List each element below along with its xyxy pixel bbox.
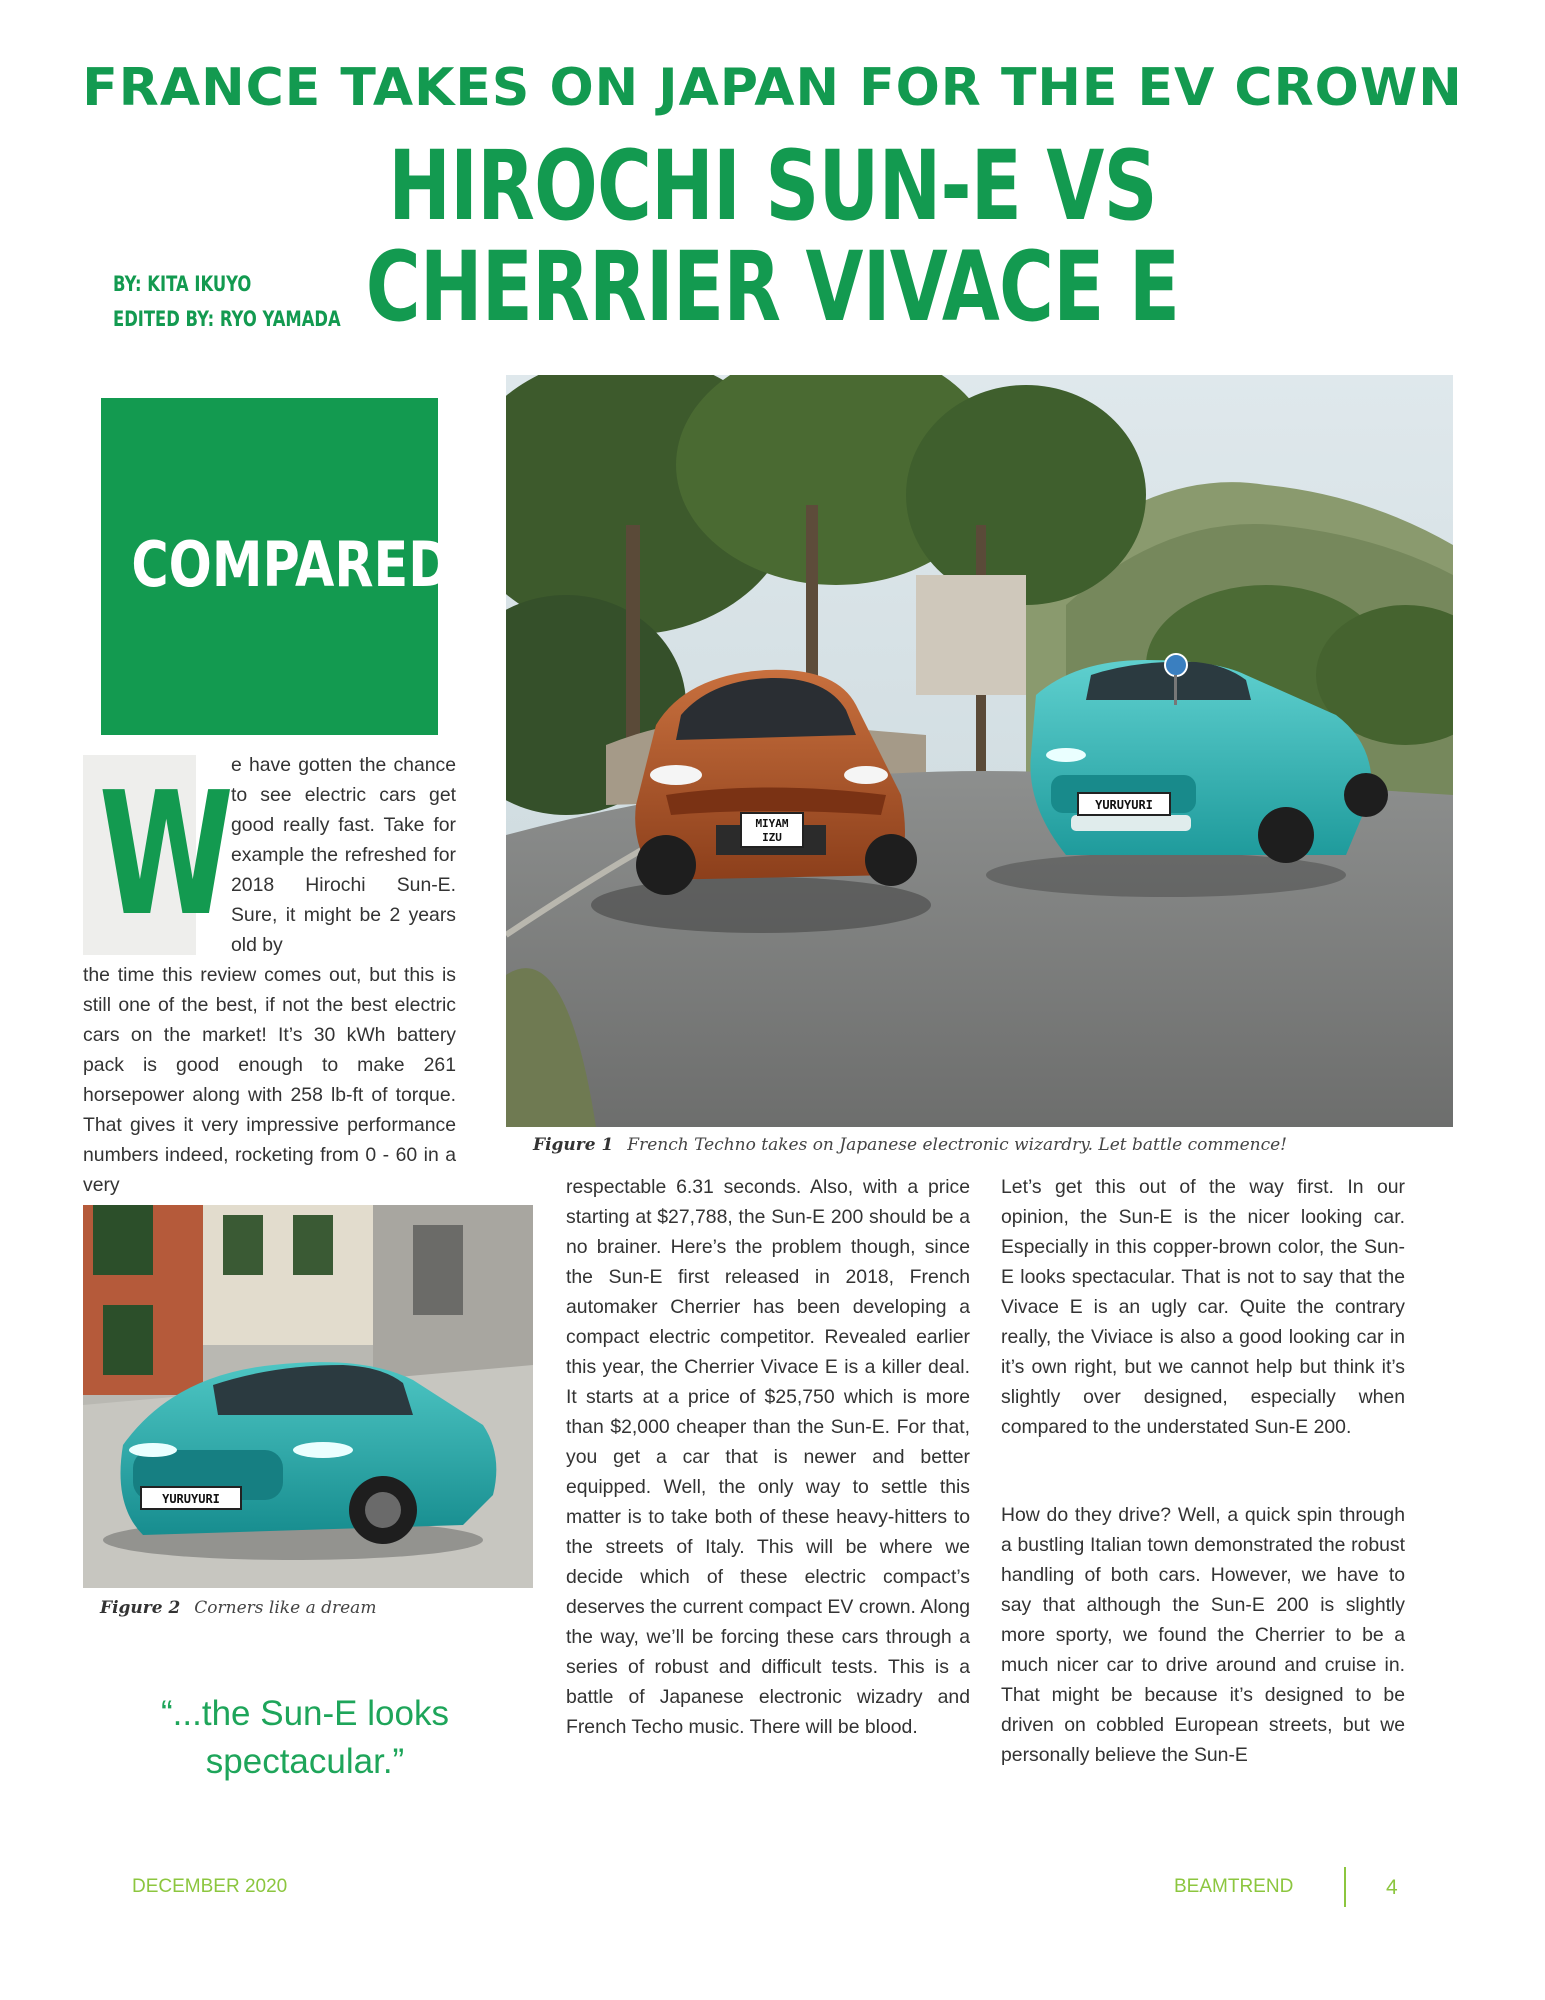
figure1-caption bbox=[533, 1135, 1453, 1155]
column2-text: respectable 6.31 seconds. Also, with a price starting at $27,788, the Sun-E 200 should be a no brainer. Here’s the problem though, since the Sun-E first released in 2018, French automaker Cherrier has been developing a compact electric competitor. Revealed earlier this year, the Cherrier Vivace E is a killer deal. It starts at a price of $25,750 which is more than $2,000 cheaper than the Sun-E. For that, you get a car that is newer and better equipped. Well, the only way to settle this matter is to take both of these heavy-hitters to the streets of Italy. This will be where we decide which of these electric compact’s deserves the current compact EV crown. Along the way, we’ll be forcing these cars through a series of robust and difficult tests. This is a battle of Japanese electronic wizadry and French Techo music. There will be blood. bbox=[566, 1176, 970, 1738]
column1-lead-narrow: e have gotten the chance to see electric cars get good really fast. Take for example the refreshed for 2018 Hirochi Sun-E. Sure, it might be 2 years old by bbox=[231, 754, 456, 956]
figure1-label: Figure 1 bbox=[533, 1135, 614, 1155]
figure2-plate: YURUYURI bbox=[162, 1492, 220, 1506]
figure1-plate-left-line2: IZU bbox=[762, 831, 782, 844]
figure1-caption-text: French Techno takes on Japanese electronic wizardry. Let battle commence! bbox=[627, 1135, 1287, 1155]
drop-cap: W bbox=[98, 756, 234, 954]
column1-lead-wide: the time this review comes out, but this is still one of the best, if not the best electric cars on the market! It’s 30 kWh battery pack is good enough to make 261 horsepower along with 258 lb-ft of torque. That gives it very impressive performance numbers indeed, rocketing from 0 - 60 in a very bbox=[83, 964, 456, 1196]
figure1-plate-left-line1: MIYAM bbox=[755, 817, 789, 830]
column3-para2: How do they drive? Well, a quick spin through a bustling Italian town demonstrated the robust handling of both cars. However, we have to say that although the Sun-E 200 is slightly more sporty, we found the Cherrier to be a much nicer car to drive around and cruise in. That might be because it’s designed to be driven on cobbled European streets, but we personally believe the Sun-E bbox=[1001, 1504, 1405, 1766]
footer-magazine: BEAMTREND bbox=[1174, 1876, 1294, 1897]
section-label: COMPARED bbox=[131, 528, 451, 601]
footer-divider bbox=[1344, 1867, 1346, 1907]
figure2-label: Figure 2 bbox=[100, 1598, 181, 1618]
kicker-title: FRANCE TAKES ON JAPAN FOR THE EV CROWN bbox=[82, 58, 1463, 118]
byline-author: BY: KITA IKUYO bbox=[113, 272, 252, 296]
byline-editor: EDITED BY: RYO YAMADA bbox=[113, 307, 341, 331]
page-number: 4 bbox=[1386, 1876, 1398, 1899]
column3-para1: Let’s get this out of the way first. In our opinion, the Sun-E is the nicer looking car. Especially in this copper-brown color, the Sun-E looks spectacular. That is not to say that the Vivace E is an ugly car. Quite the contrary really, the Viviace is also a good looking car in it’s own right, but we cannot help but think it’s slightly over designed, especially when compared to the understated Sun-E 200. bbox=[1001, 1176, 1405, 1438]
figure2-caption bbox=[100, 1598, 530, 1618]
footer-date: DECEMBER 2020 bbox=[132, 1876, 288, 1897]
headline: HIROCHI SUN-E VS CHERRIER VIVACE E bbox=[365, 130, 1180, 343]
figure1-photo bbox=[506, 375, 1453, 1127]
figure1-plate-right: YURUYURI bbox=[1095, 798, 1153, 812]
figure2-caption-text: Corners like a dream bbox=[194, 1598, 377, 1618]
pull-quote: “...the Sun-E looks spectacular.” bbox=[161, 1694, 449, 1781]
figure2-photo bbox=[83, 1205, 533, 1588]
